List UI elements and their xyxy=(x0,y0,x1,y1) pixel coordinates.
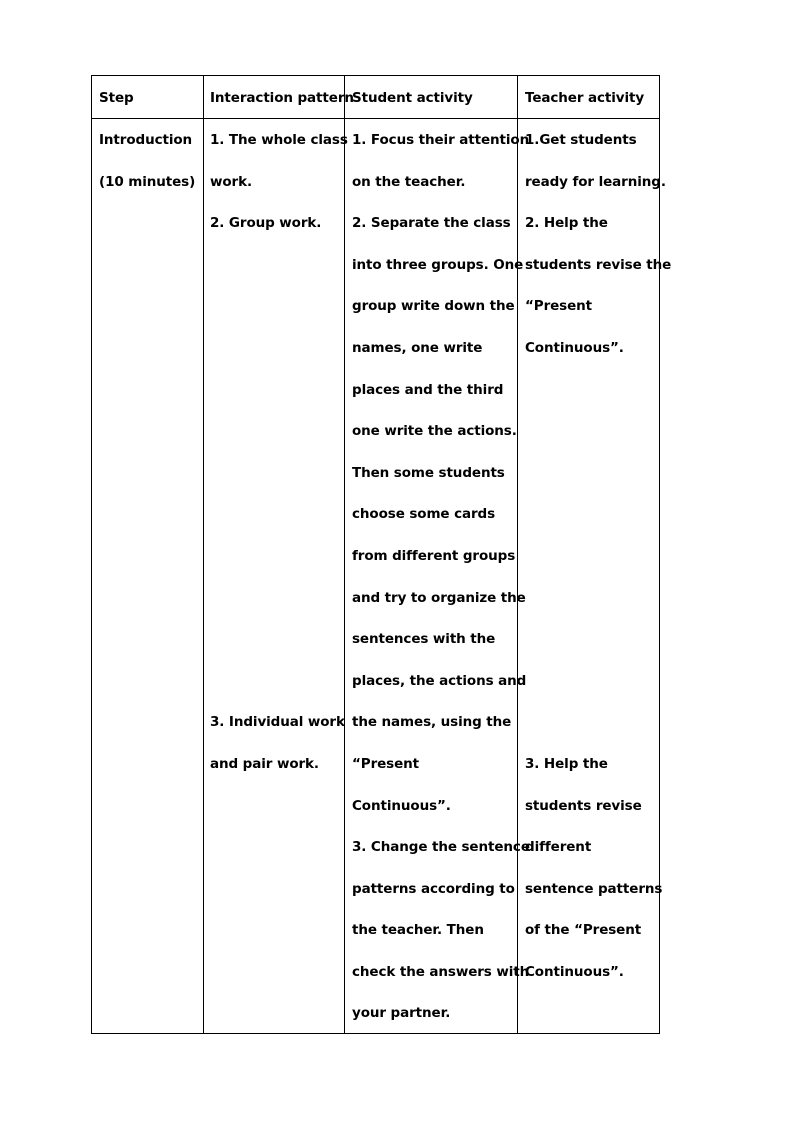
student-activity-line: the teacher. Then xyxy=(352,922,484,939)
student-activity-line: choose some cards xyxy=(352,506,496,523)
student-activity-line: the names, using the xyxy=(352,714,512,731)
header-student-activity: Student activity xyxy=(352,90,473,106)
teacher-activity-block-1 xyxy=(525,120,671,370)
header-step: Step xyxy=(99,90,134,106)
step-duration: (10 minutes) xyxy=(99,173,196,190)
teacher-activity-line: sentence patterns xyxy=(525,880,663,897)
student-activity-line: check the answers with xyxy=(352,963,530,980)
teacher-activity-line: 1.Get students xyxy=(525,132,637,148)
student-activity-line: 1. Focus their attention xyxy=(352,132,530,148)
teacher-activity-block-2 xyxy=(525,744,662,994)
interaction-pattern-block-2 xyxy=(210,702,345,785)
step-name: Introduction xyxy=(99,132,193,148)
student-activity-line: “Present xyxy=(352,755,420,772)
header-interaction-pattern: Interaction pattern xyxy=(210,90,354,106)
teacher-activity-line: ready for learning. xyxy=(525,173,666,190)
student-activity-line: and try to organize the xyxy=(352,589,526,606)
student-activity-line: Then some students xyxy=(352,464,505,481)
student-activity-line: into three groups. One xyxy=(352,256,524,273)
student-activity-line: names, one write xyxy=(352,339,483,356)
teacher-activity-line: Continuous”. xyxy=(525,963,624,980)
student-activity-line: 3. Change the sentence xyxy=(352,839,530,856)
teacher-activity-line: “Present xyxy=(525,298,593,315)
student-activity-line: places, the actions and xyxy=(352,672,527,689)
header-teacher-activity: Teacher activity xyxy=(525,90,645,106)
teacher-activity-line: Continuous”. xyxy=(525,339,624,356)
header-divider xyxy=(92,118,659,119)
teacher-activity-line: students revise the xyxy=(525,256,672,273)
student-activity-line: patterns according to xyxy=(352,880,515,897)
teacher-activity-line: 2. Help the xyxy=(525,215,608,232)
teacher-activity-line: students revise xyxy=(525,797,642,814)
student-activity-line: on the teacher. xyxy=(352,173,466,190)
student-activity-line: sentences with the xyxy=(352,631,496,648)
interaction-line: 2. Group work. xyxy=(210,215,322,232)
interaction-line: and pair work. xyxy=(210,755,319,772)
student-activity-cell xyxy=(352,120,530,1035)
student-activity-line: one write the actions. xyxy=(352,423,517,440)
lesson-plan-table xyxy=(91,75,672,1034)
column-divider xyxy=(203,76,204,1033)
student-activity-line: places and the third xyxy=(352,381,504,398)
teacher-activity-line: 3. Help the xyxy=(525,756,608,772)
student-activity-line: Continuous”. xyxy=(352,797,451,814)
student-activity-line: from different groups xyxy=(352,547,516,564)
student-activity-line: your partner. xyxy=(352,1005,451,1022)
teacher-activity-line: of the “Present xyxy=(525,922,642,939)
student-activity-line: 2. Separate the class xyxy=(352,215,511,232)
interaction-pattern-block-1 xyxy=(210,120,348,245)
interaction-line: 1. The whole class xyxy=(210,132,348,148)
teacher-activity-line: different xyxy=(525,839,592,856)
student-activity-line: group write down the xyxy=(352,298,515,315)
step-cell xyxy=(99,120,195,203)
interaction-line: 3. Individual work xyxy=(210,714,345,730)
interaction-line: work. xyxy=(210,173,253,190)
